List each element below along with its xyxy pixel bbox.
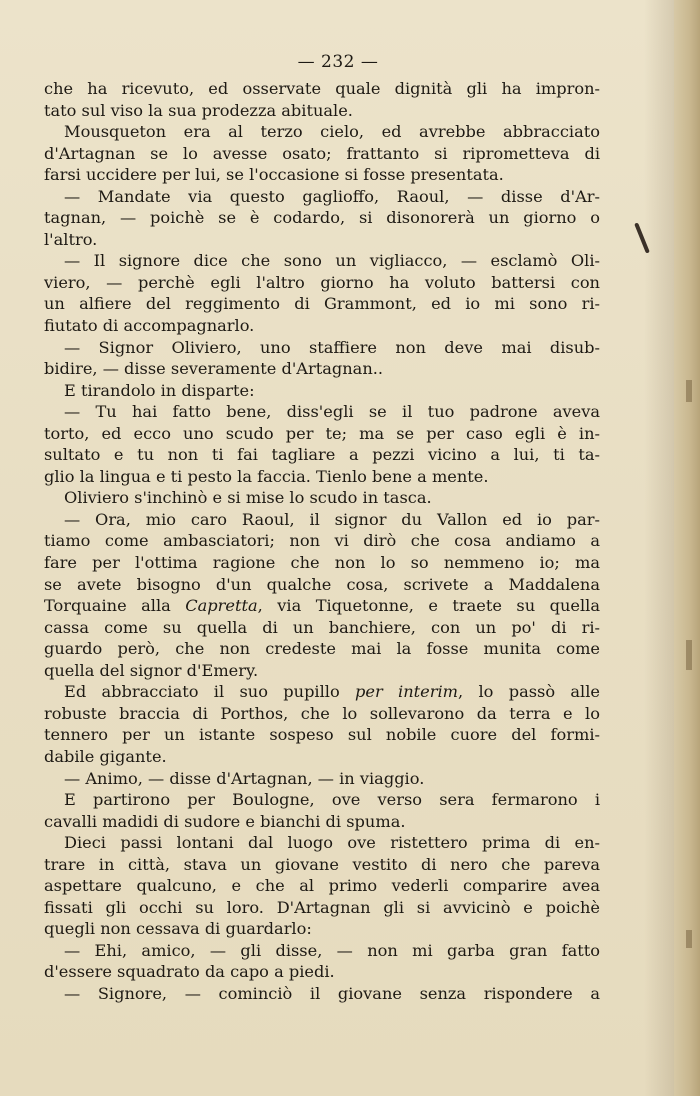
- text-line: [44, 423, 600, 445]
- line-text: Mousqueton era al terzo cielo, ed avrebbe abbracciato: [64, 122, 600, 142]
- italic-text: per interim: [355, 682, 458, 702]
- line-text: tiamo come ambasciatori; non vi dirò che cosa andiamo a: [44, 531, 600, 551]
- text-line: [44, 444, 600, 466]
- text-line: [44, 681, 600, 703]
- text-line: [44, 143, 600, 165]
- text-line: [44, 595, 600, 617]
- line-text: — Ehi, amico, — gli disse, — non mi garba gran fatto: [64, 940, 600, 960]
- text-line: [44, 466, 600, 488]
- line-text: trare in città, stava un giovane vestito di nero che pareva: [44, 854, 600, 874]
- line-text: sultato e tu non ti fai tagliare a pezzi vicino a lui, ti ta-: [44, 445, 600, 465]
- text-line: [44, 638, 600, 660]
- text-line: [44, 724, 600, 746]
- line-text: cavalli madidi di sudore e bianchi di spuma.: [44, 811, 406, 831]
- line-text: fare per l'ottima ragione che non lo so nemmeno io; ma: [44, 553, 600, 573]
- line-text: — Signore, — cominciò il giovane senza rispondere a: [64, 983, 600, 1003]
- text-line: [44, 207, 600, 229]
- italic-text: Capretta: [185, 596, 258, 616]
- text-line: [44, 746, 600, 768]
- line-text: d'Artagnan se lo avesse osato; frattanto si riprometteva di: [44, 143, 600, 163]
- line-text: dabile gigante.: [44, 746, 167, 766]
- text-line: [44, 574, 600, 596]
- text-line: [44, 961, 600, 983]
- text-line: [44, 401, 600, 423]
- text-line: [44, 617, 600, 639]
- line-text: bidire, — disse severamente d'Artagnan..: [44, 359, 384, 379]
- text-line: [44, 164, 600, 186]
- text-line: [44, 250, 600, 272]
- text-line: [44, 100, 600, 122]
- text-line: [44, 768, 600, 790]
- line-text: tagnan, — poichè se è codardo, si disonorerà un giorno o: [44, 208, 600, 228]
- line-text: — Signor Oliviero, uno staffiere non deve mai disub-: [64, 337, 600, 357]
- text-line: [44, 940, 600, 962]
- text-line: [44, 358, 600, 380]
- line-text: fissati gli occhi su loro. D'Artagnan gli si avvicinò e poichè: [44, 897, 600, 917]
- text-line: [44, 229, 600, 251]
- edge-stain: [686, 640, 692, 670]
- text-line: [44, 337, 600, 359]
- line-text: Oliviero s'inchinò e si mise lo scudo in tasca.: [64, 488, 432, 508]
- text-line: [44, 703, 600, 725]
- text-line: [44, 983, 600, 1005]
- line-text-after: , lo passò alle: [458, 682, 600, 702]
- text-line: [44, 315, 600, 337]
- line-text-after: , via Tiquetonne, e traete su quella: [257, 596, 601, 616]
- line-text: — Ora, mio caro Raoul, il signor du Vallon ed io par-: [64, 509, 600, 529]
- text-line: [44, 897, 600, 919]
- line-text: Torquaine alla: [44, 596, 186, 616]
- text-line: [44, 875, 600, 897]
- line-text: che ha ricevuto, ed osservate quale dignità gli ha impron-: [44, 79, 600, 98]
- line-text: robuste braccia di Porthos, che lo sollevarono da terra e lo: [44, 703, 600, 723]
- line-text: torto, ed ecco uno scudo per te; ma se per caso egli è in-: [44, 423, 600, 443]
- line-text: Ed abbracciato il suo pupillo: [64, 682, 356, 702]
- line-text: Dieci passi lontani dal luogo ove ristettero prima di en-: [64, 833, 600, 853]
- line-text: quella del signor d'Emery.: [44, 660, 259, 680]
- line-text: l'altro.: [44, 229, 98, 249]
- line-text: — Il signore dice che sono un vigliacco, — esclamò Oli-: [64, 251, 600, 271]
- line-text: viero, — perchè egli l'altro giorno ha voluto battersi con: [44, 272, 600, 292]
- line-text: farsi uccidere per lui, se l'occasione si fosse presentata.: [44, 165, 504, 185]
- text-line: [44, 121, 600, 143]
- text-line: [44, 854, 600, 876]
- line-text: — Animo, — disse d'Artagnan, — in viaggio.: [64, 768, 425, 788]
- text-body: [44, 78, 600, 1005]
- text-line: [44, 811, 600, 833]
- line-text: cassa come su quella di un banchiere, con un po' di ri-: [44, 617, 600, 637]
- line-text: fiutato di accompagnarlo.: [44, 316, 255, 336]
- text-line: [44, 660, 600, 682]
- text-line: [44, 293, 600, 315]
- edge-stain: [686, 930, 692, 948]
- text-line: [44, 789, 600, 811]
- line-text: aspettare qualcuno, e che al primo vederli comparire avea: [44, 876, 600, 896]
- line-text: E partirono per Boulogne, ove verso sera fermarono i: [64, 790, 600, 810]
- line-text: E tirandolo in disparte:: [64, 380, 255, 400]
- line-text: d'essere squadrato da capo a piedi.: [44, 962, 335, 982]
- line-text: guardo però, che non credeste mai la fosse munita come: [44, 639, 600, 659]
- page-number: — 232 —: [297, 52, 379, 72]
- line-text: tato sul viso la sua prodezza abituale.: [44, 100, 353, 120]
- line-text: quegli non cessava di guardarlo:: [44, 919, 312, 939]
- pencil-mark: [634, 222, 650, 253]
- text-line: [44, 530, 600, 552]
- edge-stain: [686, 380, 692, 402]
- text-line: [44, 78, 600, 100]
- text-line: [44, 380, 600, 402]
- text-line: [44, 918, 600, 940]
- text-line: [44, 832, 600, 854]
- page-edge: [674, 0, 700, 1096]
- text-line: [44, 509, 600, 531]
- line-text: glio la lingua e ti pesto la faccia. Tienlo bene a mente.: [44, 466, 489, 486]
- line-text: — Mandate via questo gaglioffo, Raoul, — disse d'Ar-: [64, 186, 600, 206]
- text-line: [44, 272, 600, 294]
- text-line: [44, 552, 600, 574]
- line-text: un alfiere del reggimento di Grammont, ed io mi sono ri-: [44, 294, 600, 314]
- text-line: [44, 186, 600, 208]
- line-text: — Tu hai fatto bene, diss'egli se il tuo padrone aveva: [64, 402, 600, 422]
- line-text: tennero per un istante sospeso sul nobile cuore del formi-: [44, 725, 600, 745]
- text-line: [44, 487, 600, 509]
- line-text: se avete bisogno d'un qualche cosa, scrivete a Maddalena: [44, 574, 600, 594]
